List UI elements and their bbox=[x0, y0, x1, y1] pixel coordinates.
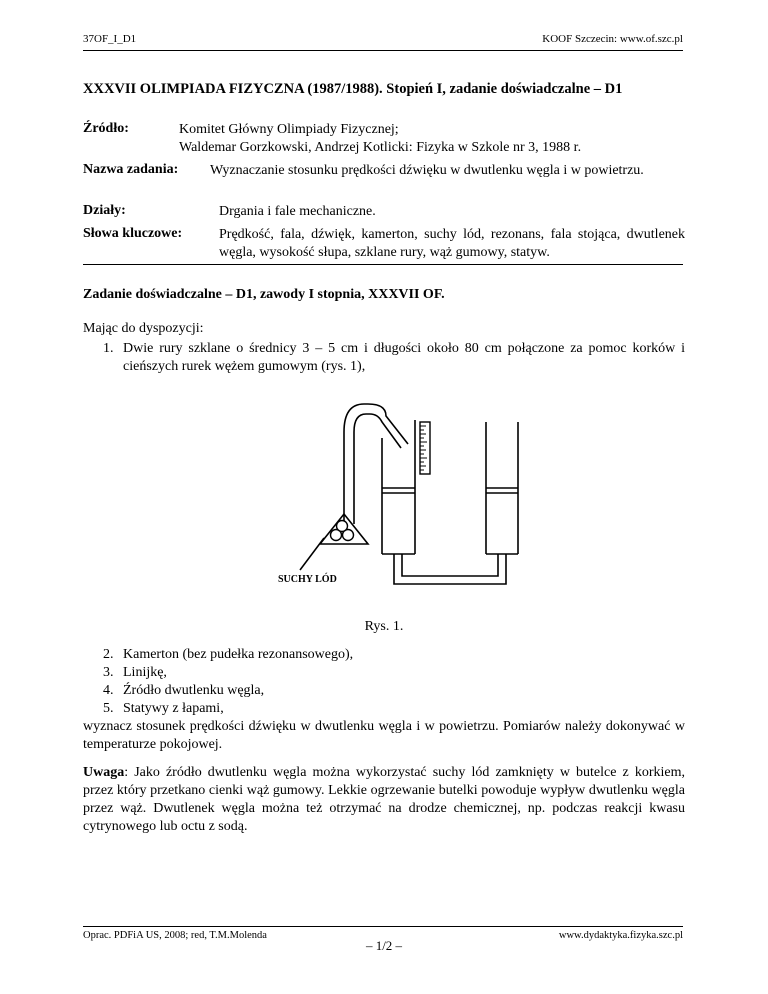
source-text bbox=[179, 121, 689, 157]
list-number: 1. bbox=[103, 341, 114, 356]
list-text: Kamerton (bez pudełka rezonansowego), bbox=[123, 647, 354, 662]
footer-rule bbox=[83, 926, 683, 927]
footer-left: Oprac. PDFiA US, 2008; red, T.M.Molenda bbox=[83, 930, 267, 941]
sections-text: Drgania i fale mechaniczne. bbox=[219, 204, 376, 219]
list-item bbox=[103, 700, 685, 718]
note-label: Uwaga bbox=[83, 765, 125, 780]
apparatus-figure bbox=[260, 392, 530, 592]
task-note bbox=[83, 764, 685, 836]
footer-right: www.dydaktyka.fizyka.szc.pl bbox=[558, 930, 683, 941]
task-name-label: Nazwa zadania: bbox=[83, 162, 179, 177]
header-right: KOOF Szczecin: www.of.szc.pl bbox=[542, 33, 683, 45]
rubber-hose-inner bbox=[402, 554, 498, 576]
figure-caption: Rys. 1. bbox=[364, 619, 404, 634]
task-name: Wyznaczanie stosunku prędkości dźwięku w dwutlenku węgla i w powietrzu. bbox=[210, 163, 644, 178]
task-heading: Zadanie doświadczalne – D1, zawody I stopnia, XXXVII OF. bbox=[83, 287, 445, 302]
delivery-tube-inner bbox=[354, 414, 401, 524]
equipment-list-part2 bbox=[103, 646, 685, 718]
source-line-1: Komitet Główny Olimpiady Fizycznej; bbox=[179, 122, 399, 137]
document-title: XXXVII OLIMPIADA FIZYCZNA (1987/1988). Stopień I, zadanie doświadczalne – D1 bbox=[83, 81, 623, 97]
ruler bbox=[420, 422, 430, 474]
equipment-list-part1 bbox=[103, 340, 685, 376]
list-item bbox=[103, 682, 685, 700]
rubber-hose-outer bbox=[394, 554, 506, 584]
note-text: : Jako źródło dwutlenku węgla można wykorzystać suchy lód zamknięty w butelce z korkiem, przez który przetkano cienki wąż gumowy. Lekkie ogrzewanie butelki powoduje wypływ dwutlenku węgla przez wąż. Dwutlenek węgla można też otrzymać na drodze chemicznej, np. podczas reakcji kwasu cytrynowego lub octu z sodą. bbox=[83, 765, 685, 834]
list-number: 2. bbox=[103, 647, 114, 662]
sections-label: Działy: bbox=[83, 203, 126, 218]
meta-rule bbox=[83, 264, 683, 265]
list-item bbox=[103, 664, 685, 682]
list-text: Źródło dwutlenku węgla, bbox=[123, 683, 265, 698]
list-item bbox=[103, 646, 685, 664]
dry-ice-pieces bbox=[331, 521, 354, 541]
task-intro: Mając do dyspozycji: bbox=[83, 321, 204, 336]
list-text: Dwie rury szklane o średnicy 3 – 5 cm i długości około 80 cm połączone za pomoc korków i cieńszych rurek wężem gumowym (rys. 1), bbox=[123, 341, 685, 374]
list-number: 4. bbox=[103, 683, 114, 698]
source-line-2: Waldemar Gorzkowski, Andrzej Kotlicki: Fizyka w Szkole nr 3, 1988 r. bbox=[179, 140, 582, 155]
page-number: – 1/2 – bbox=[365, 938, 403, 953]
label-pointer bbox=[300, 538, 324, 570]
list-text: Linijkę, bbox=[123, 665, 167, 680]
keywords-label: Słowa kluczowe: bbox=[83, 226, 183, 241]
keywords-text: Prędkość, fala, dźwięk, kamerton, suchy lód, rezonans, fala stojąca, dwutlenek węgla, wysokość słupa, szklane rury, wąż gumowy, statyw. bbox=[219, 227, 685, 260]
header-rule bbox=[83, 50, 683, 51]
list-item bbox=[103, 340, 685, 376]
list-number: 3. bbox=[103, 665, 114, 680]
task-instruction: wyznacz stosunek prędkości dźwięku w dwutlenku węgla i w powietrzu. Pomiarów należy dokonywać w temperaturze pokojowej. bbox=[83, 719, 685, 752]
list-text: Statywy z łapami, bbox=[123, 701, 224, 716]
source-label: Źródło: bbox=[83, 121, 129, 136]
header-left: 37OF_I_D1 bbox=[83, 33, 137, 45]
list-number: 5. bbox=[103, 701, 114, 716]
dry-ice-label: SUCHY LÓD bbox=[278, 574, 337, 585]
